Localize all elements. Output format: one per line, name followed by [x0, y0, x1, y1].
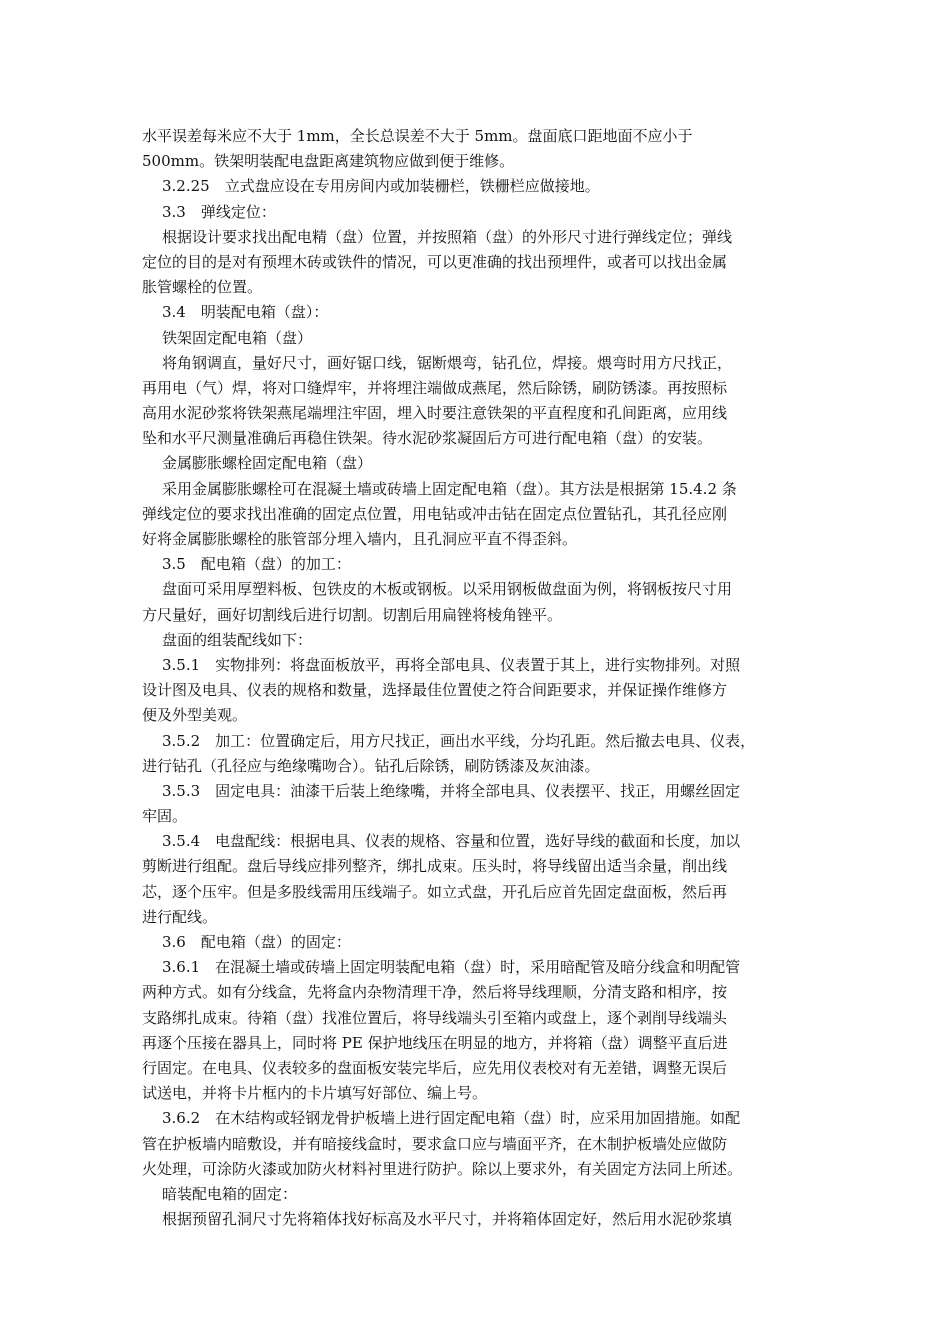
text-line: 金属膨胀螺栓固定配电箱（盘）: [162, 454, 373, 473]
text-line: 根据设计要求找出配电精（盘）位置，并按照箱（盘）的外形尺寸进行弹线定位；弹线: [162, 227, 733, 246]
document-body: [142, 124, 812, 1232]
text-line: 好将金属膨胀螺栓的胀管部分埋入墙内，且孔洞应平直不得歪斜。: [142, 530, 578, 548]
text-line: 500mm。铁架明装配电盘距离建筑物应做到便于维修。: [142, 152, 515, 171]
text-line: 剪断进行组配。盘后导线应排列整齐，绑扎成束。压头时，将导线留出适当余量，削出线: [142, 857, 728, 876]
text-line: 3.5.4 电盘配线：根据电具、仪表的规格、容量和位置，选好导线的截面和长度，加以: [162, 832, 741, 851]
text-line: 牢固。: [142, 807, 188, 826]
text-line: 采用金属膨胀螺栓可在混凝土墙或砖墙上固定配电箱（盘）。其方法是根据第 15.4.2 条: [162, 479, 737, 498]
text-line: 弹线定位的要求找出准确的固定点位置，用电钻或冲击钻在固定点位置钻孔，其孔径应刚: [142, 504, 728, 523]
text-line: 方尺量好，画好切割线后进行切割。切割后用扁锉将棱角锉平。: [142, 605, 563, 624]
text-line: 3.2.25 立式盘应设在专用房间内或加装栅栏，铁栅栏应做接地。: [162, 177, 600, 196]
text-line: 进行配线。: [142, 907, 218, 926]
text-line: 水平误差每米应不大于 1mm，全长总误差不大于 5mm。盘面底口距地面不应小于: [142, 127, 693, 145]
text-line: 再用电（气）焊，将对口缝焊牢，并将埋注端做成燕尾，然后除锈，刷防锈漆。再按照标: [142, 378, 728, 397]
text-line: 高用水泥砂浆将铁架燕尾端埋注牢固，埋入时要注意铁架的平直程度和孔间距离，应用线: [142, 404, 728, 423]
text-line: 铁架固定配电箱（盘）: [162, 328, 313, 347]
text-line: 将角钢调直，量好尺寸，画好锯口线，锯断煨弯，钻孔位，焊接。煨弯时用方尺找正，: [162, 353, 733, 372]
text-line: 试送电，并将卡片框内的卡片填写好部位、编上号。: [142, 1084, 488, 1103]
text-line: 支路绑扎成束。待箱（盘）找准位置后，将导线端头引至箱内或盘上，逐个剥削导线端头: [142, 1008, 728, 1027]
text-line: 管在护板墙内暗敷设，并有暗接线盒时，要求盒口应与墙面平齐，在木制护板墙处应做防: [142, 1134, 728, 1153]
text-line: 进行钻孔（孔径应与绝缘嘴吻合）。钻孔后除锈，刷防锈漆及灰油漆。: [142, 756, 600, 775]
text-line: 3.5.2 加工：位置确定后，用方尺找正，画出水平线，分均孔距。然后撤去电具、仪表，: [162, 731, 756, 750]
text-line: 3.6.2 在木结构或轻钢龙骨护板墙上进行固定配电箱（盘）时，应采用加固措施。如配: [162, 1109, 741, 1128]
text-line: 火处理，可涂防火漆或加防火材料衬里进行防护。除以上要求外，有关固定方法同上所述。: [142, 1159, 743, 1178]
text-line: 设计图及电具、仪表的规格和数量，选择最佳位置使之符合间距要求，并保证操作维修方: [142, 681, 728, 700]
text-line: 3.4 明装配电箱（盘）：: [162, 303, 329, 322]
text-line: 两种方式。如有分线盒，先将盒内杂物清理干净，然后将导线理顺，分清支路和相序，按: [142, 983, 728, 1002]
text-line: 胀管螺栓的位置。: [142, 278, 263, 297]
text-line: 定位的目的是对有预埋木砖或铁件的情况，可以更准确的找出预埋件，或者可以找出金属: [142, 252, 728, 271]
text-line: 暗装配电箱的固定：: [162, 1184, 298, 1203]
text-line: 3.3 弹线定位：: [162, 202, 276, 221]
text-line: 便及外型美观。: [142, 706, 248, 725]
text-line: 3.5.1 实物排列：将盘面板放平，再将全部电具、仪表置于其上，进行实物排列。对照: [162, 655, 741, 674]
text-line: 3.6.1 在混凝土墙或砖墙上固定明装配电箱（盘）时，采用暗配管及暗分线盒和明配管: [162, 958, 741, 977]
text-line: 3.5 配电箱（盘）的加工：: [162, 555, 351, 574]
text-line: 3.5.3 固定电具：油漆干后装上绝缘嘴，并将全部电具、仪表摆平、找正，用螺丝固定: [162, 781, 741, 800]
text-line: 行固定。在电具、仪表较多的盘面板安装完毕后，应先用仪表校对有无差错，调整无误后: [142, 1058, 728, 1077]
text-line: 再逐个压接在器具上，同时将 PE 保护地线压在明显的地方，并将箱（盘）调整平直后进: [142, 1033, 728, 1052]
text-line: 芯，逐个压牢。但是多股线需用压线端子。如立式盘，开孔后应首先固定盘面板，然后再: [142, 882, 728, 901]
text-line: 盘面的组装配线如下：: [162, 630, 313, 649]
text-line: 盘面可采用厚塑料板、包铁皮的木板或钢板。以采用钢板做盘面为例，将钢板按尺寸用: [162, 580, 733, 599]
text-line: 坠和水平尺测量准确后再稳住铁架。待水泥砂浆凝固后方可进行配电箱（盘）的安装。: [142, 429, 713, 448]
text-line: 根据预留孔洞尺寸先将箱体找好标高及水平尺寸，并将箱体固定好，然后用水泥砂浆填: [162, 1210, 733, 1229]
text-line: 3.6 配电箱（盘）的固定：: [162, 933, 351, 951]
